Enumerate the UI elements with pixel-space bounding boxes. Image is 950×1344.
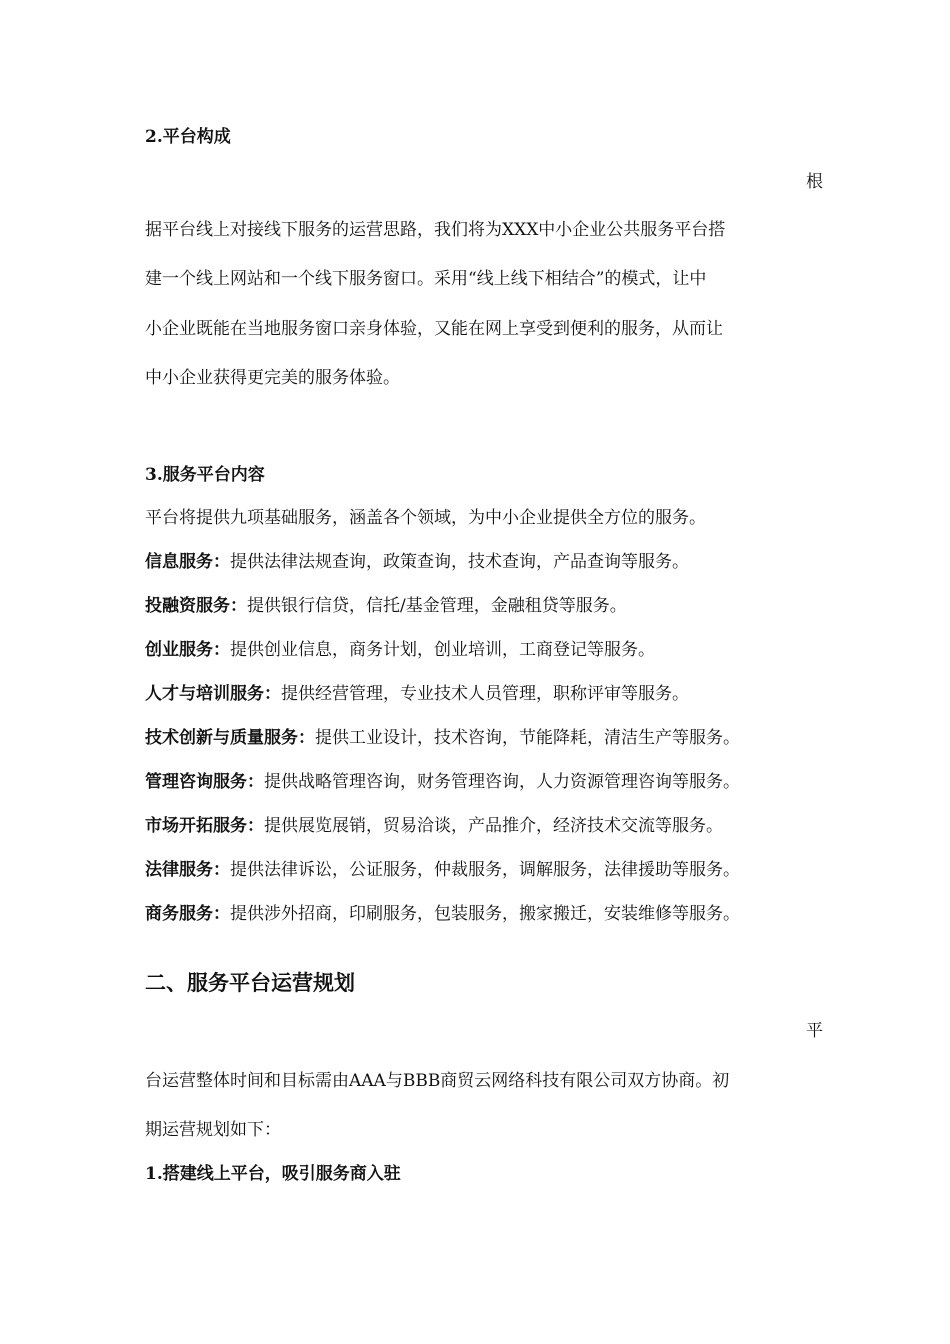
service-name: 人才与培训服务：	[145, 684, 281, 704]
service-desc: 提供法律诉讼，公证服务，仲裁服务，调解服务，法律援助等服务。	[230, 860, 740, 880]
service-name: 技术创新与质量服务：	[145, 728, 315, 748]
service-name: 市场开拓服务：	[145, 816, 264, 836]
service-item	[145, 727, 740, 749]
service-desc: 提供工业设计，技术咨询，节能降耗，清洁生产等服务。	[315, 728, 740, 748]
service-desc: 提供展览展销，贸易洽谈，产品推介，经济技术交流等服务。	[264, 816, 723, 836]
service-item	[145, 683, 689, 705]
service-name: 信息服务：	[145, 552, 230, 572]
service-desc: 提供创业信息，商务计划，创业培训，工商登记等服务。	[230, 640, 655, 660]
paragraph-lead-char: 根	[806, 172, 823, 192]
service-item	[145, 815, 723, 837]
service-name: 投融资服务：	[145, 596, 247, 616]
service-desc: 提供银行信贷，信托/基金管理，金融租贷等服务。	[247, 596, 627, 616]
paragraph-lead-char: 平	[806, 1021, 823, 1041]
service-desc: 提供经营管理，专业技术人员管理，职称评审等服务。	[281, 684, 689, 704]
paragraph-line: 建一个线上网站和一个线下服务窗口。采用“线上线下相结合”的模式，让中	[145, 269, 707, 289]
service-name: 法律服务：	[145, 860, 230, 880]
service-item	[145, 859, 740, 881]
subheading-build-platform: 1.搭建线上平台，吸引服务商入驻	[145, 1164, 401, 1184]
service-item	[145, 551, 689, 573]
service-item	[145, 639, 655, 661]
service-item	[145, 595, 627, 617]
paragraph-line: 台运营整体时间和目标需由AAA与BBB商贸云网络科技有限公司双方协商。初	[145, 1071, 730, 1091]
paragraph-line: 据平台线上对接线下服务的运营思路，我们将为XXX中小企业公共服务平台搭	[145, 220, 726, 240]
service-name: 商务服务：	[145, 904, 230, 924]
service-desc: 提供战略管理咨询，财务管理咨询，人力资源管理咨询等服务。	[264, 772, 740, 792]
section-heading-platform: 2.平台构成	[145, 127, 231, 147]
service-item	[145, 903, 740, 925]
service-desc: 提供涉外招商，印刷服务，包装服务，搬家搬迁，安装维修等服务。	[230, 904, 740, 924]
service-desc: 提供法律法规查询，政策查询，技术查询，产品查询等服务。	[230, 552, 689, 572]
paragraph-line: 中小企业获得更完美的服务体验。	[145, 368, 400, 388]
paragraph-line: 小企业既能在当地服务窗口亲身体验，又能在网上享受到便利的服务，从而让	[145, 319, 723, 339]
paragraph-line: 期运营规划如下：	[145, 1120, 281, 1140]
chapter-heading-operation: 二、服务平台运营规划	[145, 970, 355, 995]
service-name: 创业服务：	[145, 640, 230, 660]
content-intro: 平台将提供九项基础服务，涵盖各个领域，为中小企业提供全方位的服务。	[145, 508, 706, 528]
service-name: 管理咨询服务：	[145, 772, 264, 792]
service-item	[145, 771, 740, 793]
section-heading-content: 3.服务平台内容	[145, 465, 265, 485]
